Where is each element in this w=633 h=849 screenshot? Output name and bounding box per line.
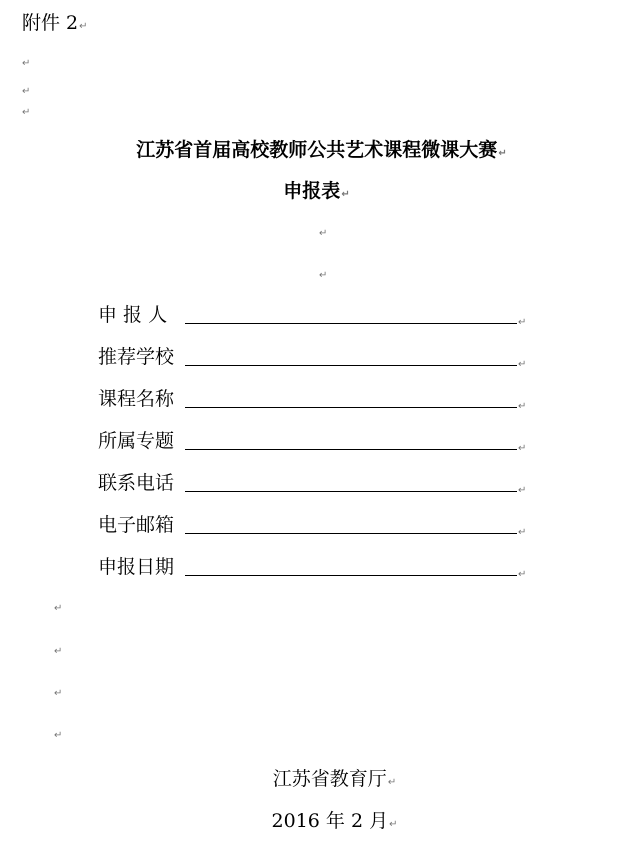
paragraph-mark-icon: ↵: [389, 819, 398, 830]
document-title: 江苏省首届高校教师公共艺术课程微课大赛↵: [136, 139, 507, 161]
paragraph-mark-icon: ↵: [518, 485, 527, 496]
paragraph-mark-icon: ↵: [319, 270, 328, 281]
topic-field: [98, 428, 526, 452]
paragraph-mark-icon: ↵: [22, 58, 31, 69]
paragraph-mark-icon: ↵: [498, 148, 507, 159]
paragraph-mark-icon: ↵: [319, 228, 328, 239]
paragraph-mark-icon: ↵: [54, 730, 63, 741]
paragraph-mark-icon: ↵: [22, 86, 31, 97]
field-label: 所属专题: [98, 430, 175, 452]
field-blank-line[interactable]: [185, 491, 517, 492]
document-subtitle: 申报表↵: [283, 180, 350, 202]
issue-date: 2016 年 2 月↵: [271, 810, 398, 832]
field-blank-line[interactable]: [185, 407, 517, 408]
field-blank-line[interactable]: [185, 449, 517, 450]
field-blank-line[interactable]: [185, 575, 517, 576]
paragraph-mark-icon: ↵: [79, 21, 88, 32]
phone-field: [98, 470, 526, 494]
paragraph-mark-icon: ↵: [518, 401, 527, 412]
paragraph-mark-icon: ↵: [518, 527, 527, 538]
attachment-label: 附件 2↵: [22, 12, 88, 34]
paragraph-mark-icon: ↵: [387, 777, 397, 788]
field-blank-line[interactable]: [185, 365, 517, 366]
course-name-field: [98, 386, 526, 410]
paragraph-mark-icon: ↵: [22, 107, 31, 118]
paragraph-mark-icon: ↵: [518, 569, 527, 580]
paragraph-mark-icon: ↵: [341, 189, 350, 200]
paragraph-mark-icon: ↵: [518, 443, 527, 454]
field-label: 申报日期: [98, 556, 175, 578]
paragraph-mark-icon: ↵: [54, 688, 63, 699]
field-label: 推荐学校: [98, 346, 175, 368]
email-field: [98, 512, 526, 536]
field-label: 申 报 人: [98, 304, 168, 326]
date-field: [98, 554, 526, 578]
paragraph-mark-icon: ↵: [518, 359, 527, 370]
school-field: [98, 344, 526, 368]
paragraph-mark-icon: ↵: [54, 603, 63, 614]
field-label: 电子邮箱: [98, 514, 175, 536]
paragraph-mark-icon: ↵: [54, 646, 63, 657]
field-label: 课程名称: [98, 388, 175, 410]
field-blank-line[interactable]: [185, 533, 517, 534]
field-blank-line[interactable]: [185, 323, 517, 324]
paragraph-mark-icon: ↵: [518, 317, 527, 328]
field-label: 联系电话: [98, 472, 175, 494]
issuer-name: 江苏省教育厅↵: [272, 768, 397, 790]
applicant-field: [98, 302, 526, 326]
